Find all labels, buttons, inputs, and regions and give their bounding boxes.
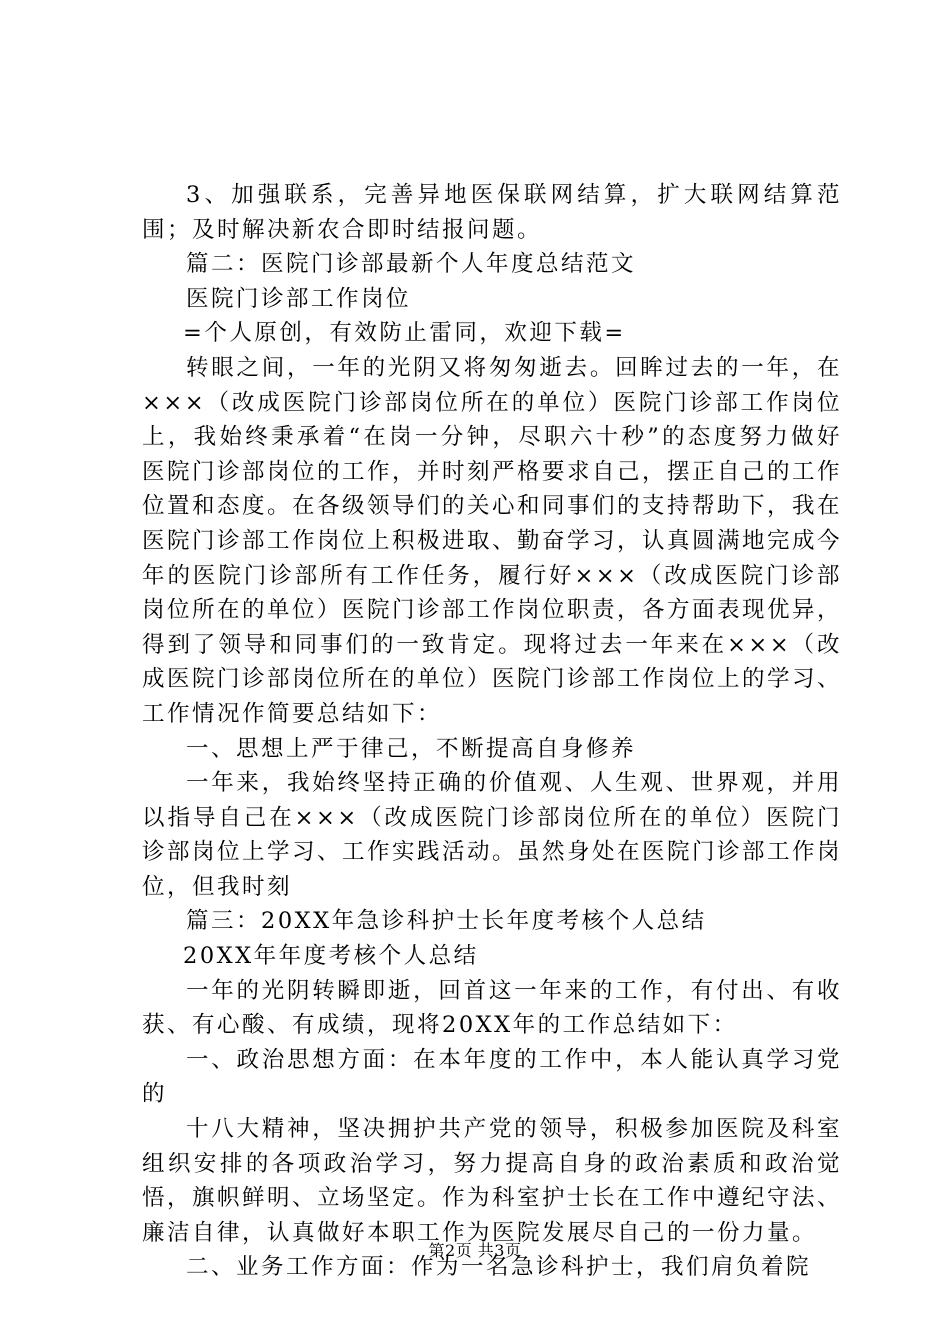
paragraph-year-review: 转眼之间，一年的光阴又将匆匆逝去。回眸过去的一年，在×××（改成医院门诊部岗位所在的单位）医院门诊部工作岗位上，我始终秉承着“在岗一分钟，尽职六十秒”的态度努力做好医院门诊部岗位的工作，并时刻严格要求自己，摆正自己的工作位置和态度。在各级领导们的关心和同事们的支持帮助下，我在医院门诊部工作岗位上积极进取、勤奋学习，认真圆满地完成今年的医院门诊部所有工作任务，履行好×××（改成医院门诊部岗位所在的单位）医院门诊部工作岗位职责，各方面表现优异，得到了领导和同事们的一致肯定。现将过去一年来在×××（改成医院门诊部岗位所在的单位）医院门诊部工作岗位上的学习、工作情况作简要总结如下： [142, 354, 843, 727]
section-heading-political: 一、政治思想方面：在本年度的工作中，本人能认真学习党的 [142, 1046, 842, 1108]
heading-part-three: 篇三：20XX年急诊科护士长年度考核个人总结 [186, 908, 707, 935]
original-notice: =个人原创，有效防止雷同，欢迎下载= [183, 320, 626, 347]
paragraph-year-passed: 一年的光阴转瞬即逝，回首这一年来的工作，有付出、有收获、有心酸、有成绩，现将20XX年的工作总结如下： [142, 977, 842, 1039]
paragraph-eighteenth-congress: 十八大精神，坚决拥护共产党的领导，积极参加医院及科室组织安排的各项政治学习，努力提高自身的政治素质和政治觉悟，旗帜鲜明、立场坚定。作为科室护士长在工作中遵纪守法、廉洁自律，认真做好本职工作为医院发展尽自己的一份力量。 [142, 1116, 843, 1246]
heading-part-two: 篇二：医院门诊部最新个人年度总结范文 [186, 251, 637, 278]
page-footer: 第2页 共3页 [428, 1241, 522, 1260]
section-heading-business: 二、业务工作方面：作为一名急诊科护士，我们肩负着院 [186, 1254, 812, 1281]
paragraph-values: 一年来，我始终坚持正确的价值观、人生观、世界观，并用以指导自己在×××（改成医院门诊部岗位所在的单位）医院门诊部岗位上学习、工作实践活动。虽然身处在医院门诊部工作岗位，但我时刻 [142, 770, 843, 900]
subheading-outpatient-post: 医院门诊部工作岗位 [186, 285, 412, 312]
document-body [142, 178, 842, 1285]
subheading-annual-assessment: 20XX年年度考核个人总结 [183, 943, 479, 970]
paragraph-strengthen-contact: 3、加强联系，完善异地医保联网结算，扩大联网结算范围；及时解决新农合即时结报问题。 [142, 182, 842, 243]
section-heading-thought: 一、思想上严于律己，不断提高自身修养 [186, 735, 637, 762]
